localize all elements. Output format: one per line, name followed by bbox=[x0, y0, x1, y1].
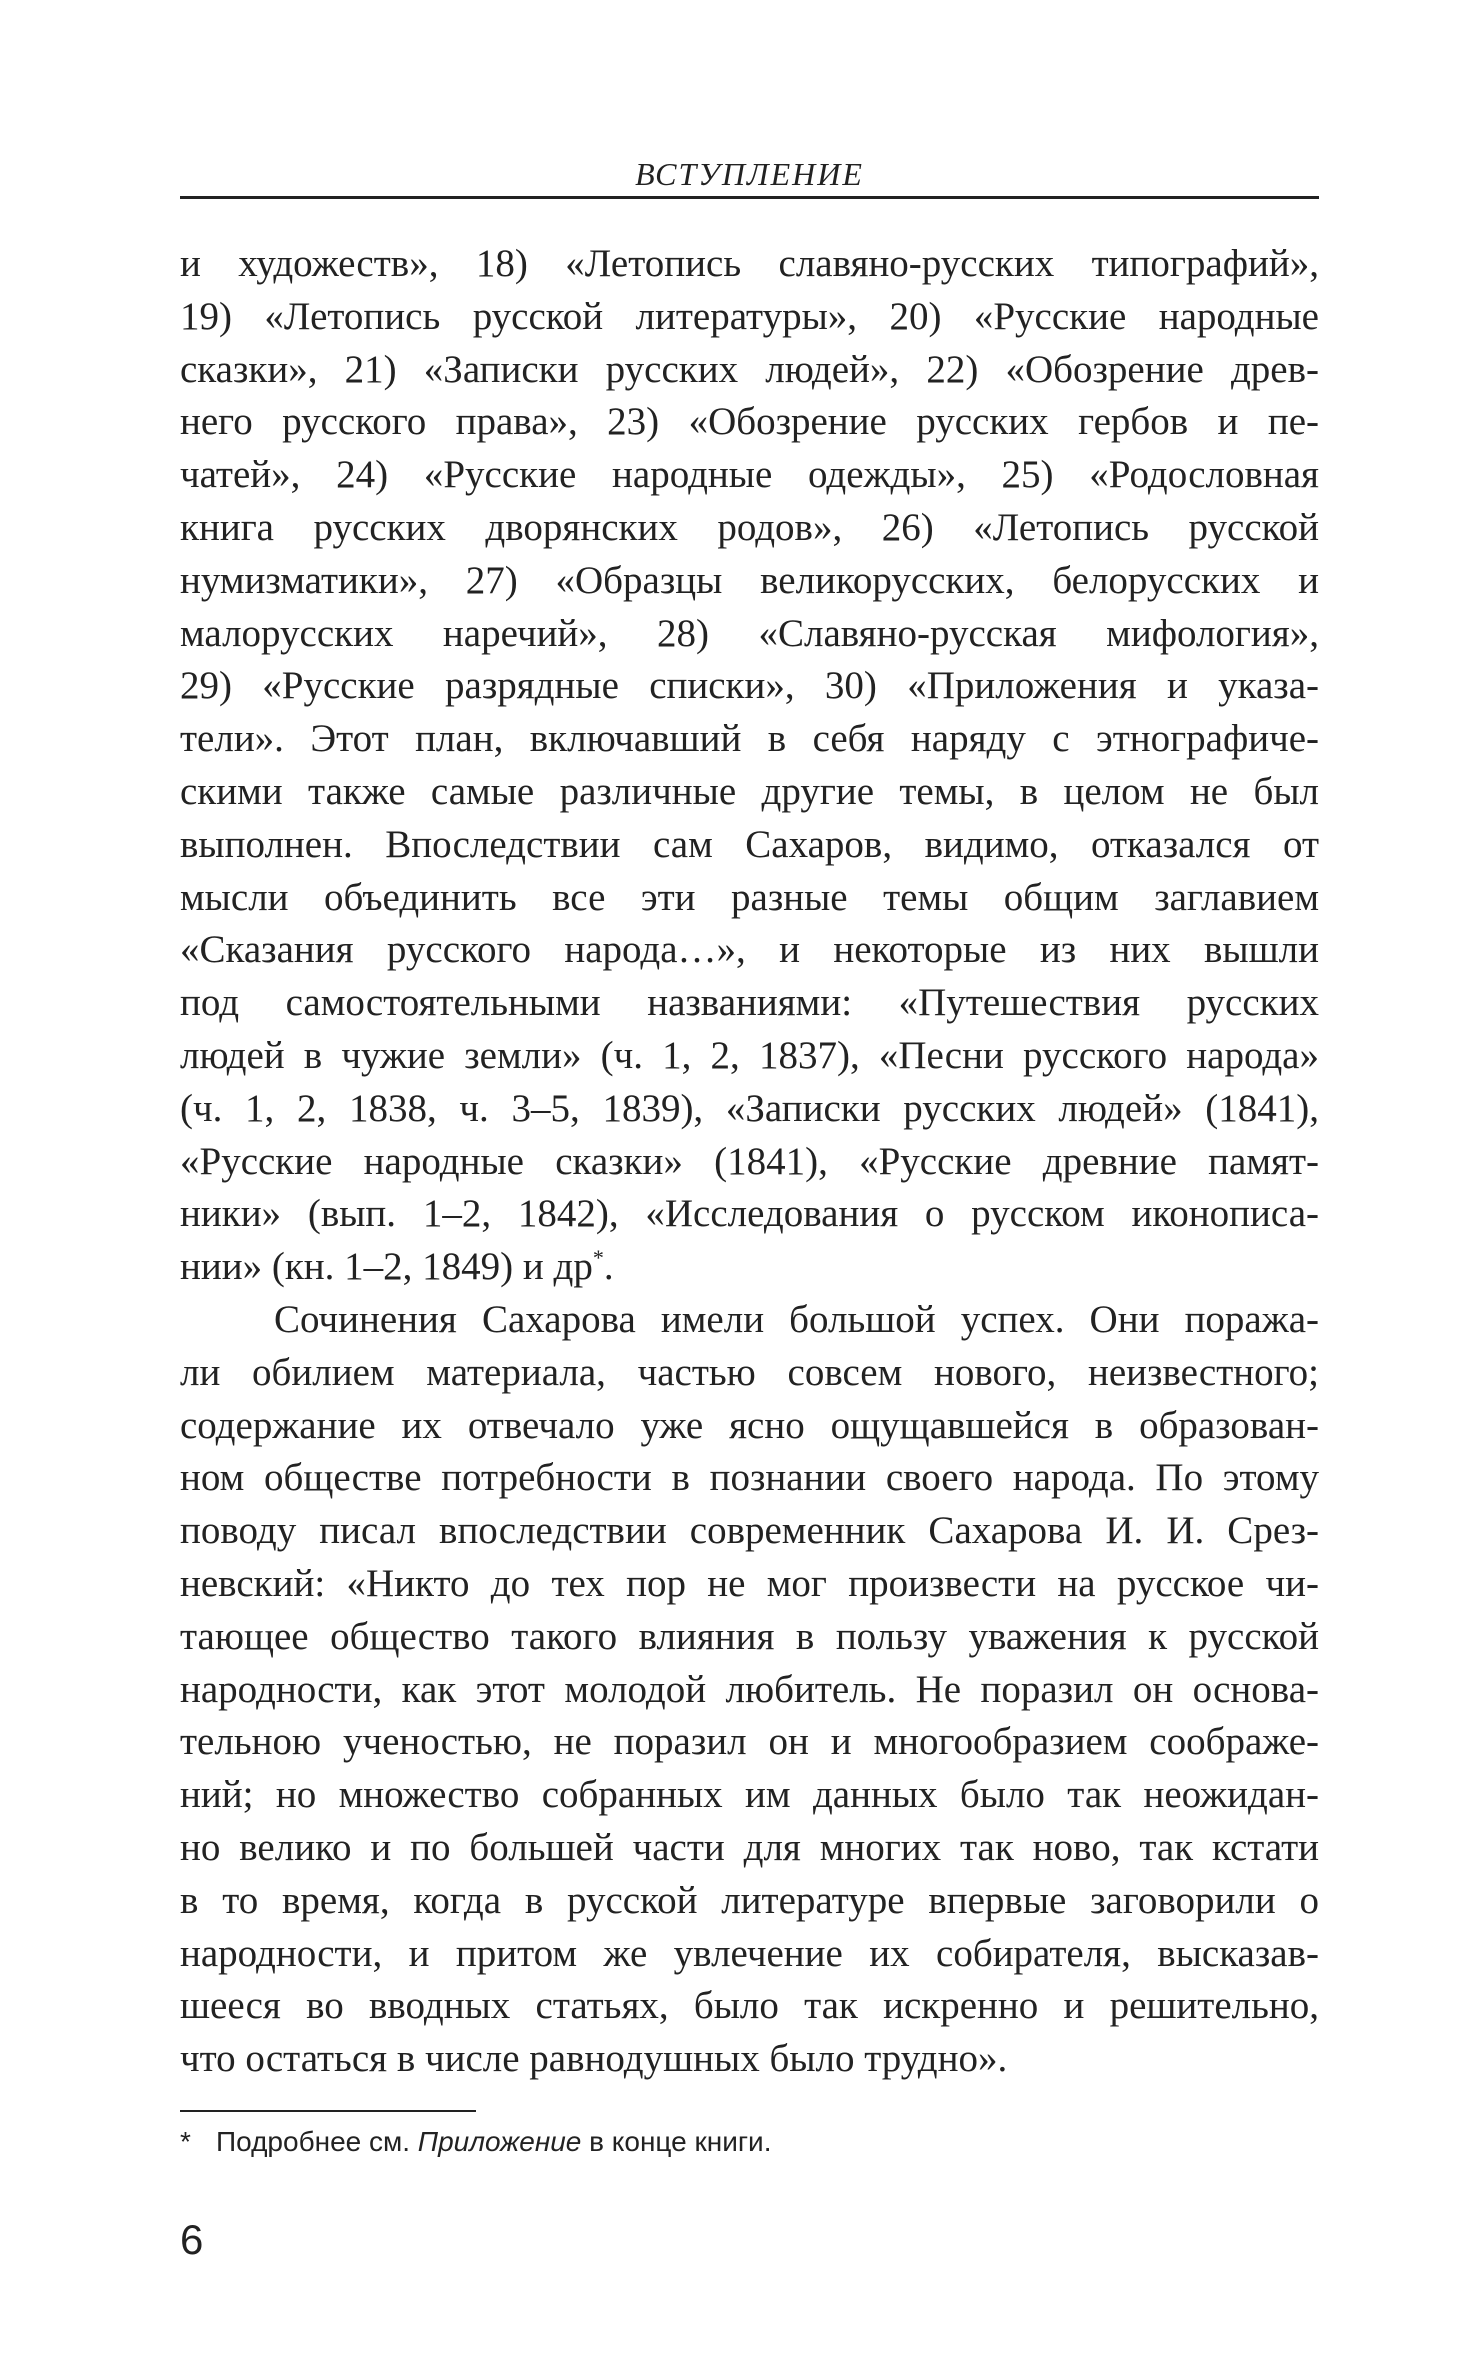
text-line: мысли объединить все эти разные темы общим заглавием bbox=[180, 875, 1319, 919]
text-line: чатей», 24) «Русские народные одежды», 25) «Родословная bbox=[180, 453, 1319, 497]
text-line: книга русских дворянских родов», 26) «Летопись русской bbox=[180, 505, 1319, 549]
text-line-last bbox=[180, 1241, 1319, 1294]
text-line: выполнен. Впоследствии сам Сахаров, видимо, отказался от bbox=[180, 822, 1319, 866]
text-line: невский: «Никто до тех пор не мог произвести на русское чи- bbox=[180, 1561, 1319, 1605]
text-line: ники» (вып. 1–2, 1842), «Исследования о русском иконописа- bbox=[180, 1192, 1319, 1236]
text-line: сказки», 21) «Записки русских людей», 22) «Обозрение древ- bbox=[180, 347, 1319, 391]
text-line: но велико и по большей части для многих так ново, так кстати bbox=[180, 1825, 1319, 1869]
text-line: (ч. 1, 2, 1838, ч. 3–5, 1839), «Записки русских людей» (1841), bbox=[180, 1086, 1319, 1130]
text-line: под самостоятельными названиями: «Путешествия русских bbox=[180, 981, 1319, 1025]
body-text bbox=[180, 238, 1319, 2086]
footnote-reference[interactable]: * bbox=[592, 1245, 604, 1271]
text-line: народности, и притом же увлечение их собирателя, высказав- bbox=[180, 1931, 1319, 1975]
text-line: людей в чужие земли» (ч. 1, 2, 1837), «Песни русского народа» bbox=[180, 1033, 1319, 1077]
text-line: 19) «Летопись русской литературы», 20) «Русские народные bbox=[180, 294, 1319, 338]
text-line-last: что остаться в числе равнодушных было трудно». bbox=[180, 2037, 1008, 2081]
text-line: народности, как этот молодой любитель. Не поразил он основа- bbox=[180, 1667, 1319, 1711]
footnote-text-end: в конце книги. bbox=[581, 2126, 772, 2157]
text-line: тели». Этот план, включавший в себя наряду с этнографиче- bbox=[180, 717, 1319, 761]
text-line: малорусских наречий», 28) «Славяно-русская мифология», bbox=[180, 611, 1319, 655]
text-line: скими также самые различные другие темы, в целом не был bbox=[180, 769, 1319, 813]
text-line-content: нии» (кн. 1–2, 1849) и др bbox=[180, 1245, 593, 1289]
text-line: ном обществе потребности в познании своего народа. По этому bbox=[180, 1456, 1319, 1500]
text-line: ли обилием материала, частью совсем нового, неизвестного; bbox=[180, 1350, 1319, 1394]
text-line: «Сказания русского народа…», и некоторые из них вышли bbox=[180, 928, 1319, 972]
text-line-tail: . bbox=[603, 1245, 614, 1289]
footnote-mark: * bbox=[180, 2126, 191, 2157]
text-line-first: Сочинения Сахарова имели большой успех. Они поража- bbox=[274, 1297, 1319, 1341]
text-line: 29) «Русские разрядные списки», 30) «Приложения и указа- bbox=[180, 664, 1319, 708]
running-header: ВСТУПЛЕНИЕ bbox=[635, 156, 864, 192]
text-line: «Русские народные сказки» (1841), «Русские древние памят- bbox=[180, 1139, 1319, 1183]
text-line: тающее общество такого влияния в пользу уважения к русской bbox=[180, 1614, 1319, 1658]
footnote-text: Подробнее см. bbox=[216, 2126, 418, 2157]
footnote-rule bbox=[180, 2110, 476, 2112]
header-rule bbox=[180, 196, 1319, 199]
text-line: нумизматики», 27) «Образцы великорусских, белорусских и bbox=[180, 558, 1319, 602]
text-line: ний; но множество собранных им данных было так неожидан- bbox=[180, 1773, 1319, 1817]
text-line: тельною ученостью, не поразил он и многообразием соображе- bbox=[180, 1720, 1319, 1764]
text-line: и художеств», 18) «Летопись славяно-русских типографий», bbox=[180, 242, 1319, 285]
text-line: него русского права», 23) «Обозрение русских гербов и пе- bbox=[180, 400, 1319, 444]
text-line: поводу писал впоследствии современник Сахарова И. И. Срез- bbox=[180, 1509, 1319, 1553]
page-number: 6 bbox=[180, 2216, 204, 2263]
text-line: содержание их отвечало уже ясно ощущавшейся в образован- bbox=[180, 1403, 1319, 1447]
footnote bbox=[180, 2122, 1319, 2162]
text-line: шееся во вводных статьях, было так искренно и решительно, bbox=[180, 1984, 1319, 2028]
footnote-emphasis: Приложение bbox=[417, 2126, 582, 2157]
text-line: в то время, когда в русской литературе впервые заговорили о bbox=[180, 1878, 1319, 1922]
